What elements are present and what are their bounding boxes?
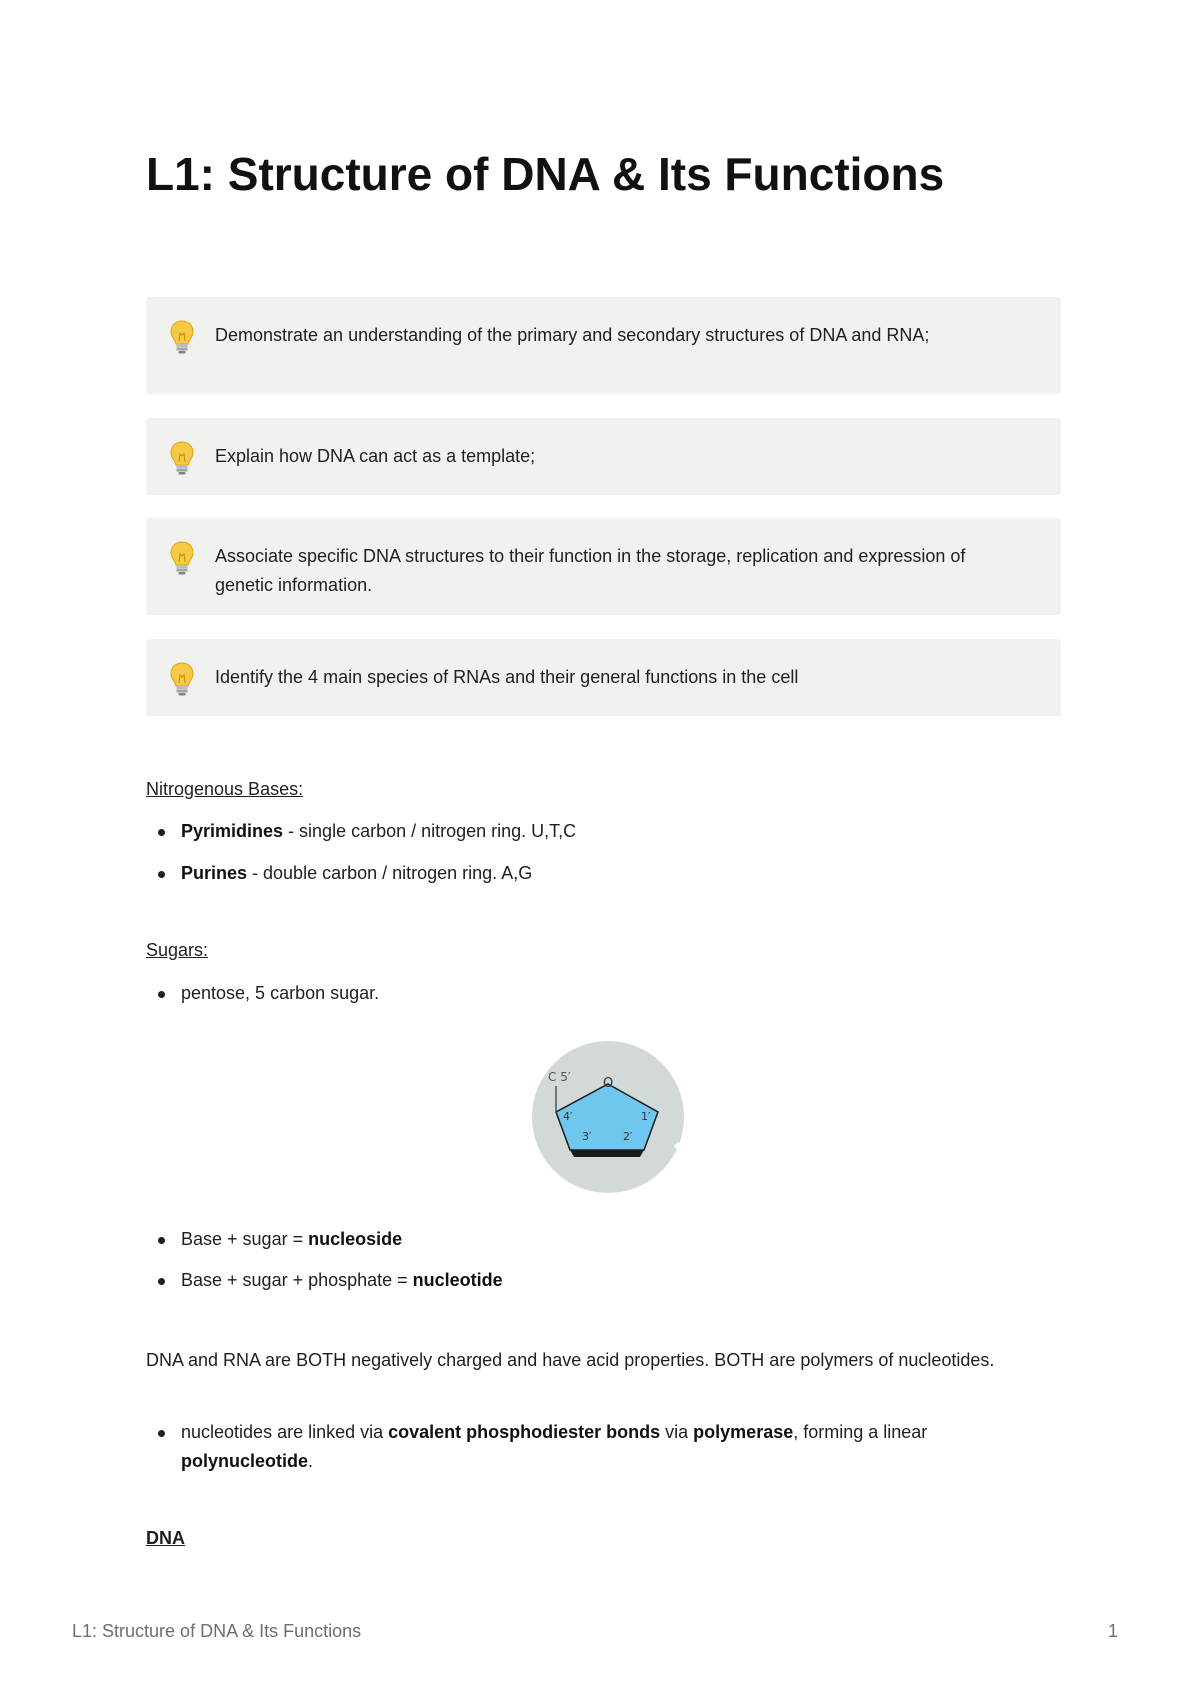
callout-objective-1 [146, 297, 1061, 394]
list-item [146, 1266, 1046, 1295]
callout-objective-3 [146, 518, 1061, 615]
bullet-dot [158, 1237, 165, 1244]
figure-crop-edge [684, 1056, 696, 1168]
sugars-heading: Sugars: [146, 940, 209, 960]
nitrogenous-bases-list [146, 817, 1046, 888]
lightbulb-icon [168, 540, 196, 576]
term-purines: Purines [181, 863, 248, 883]
label-c1: 1′ [641, 1110, 651, 1123]
lightbulb-icon [168, 661, 196, 697]
callout-text: Identify the 4 main species of RNAs and their general functions in the cell [215, 667, 799, 687]
bullet-dot [158, 871, 165, 878]
term-pyrimidines: Pyrimidines [181, 821, 284, 841]
definition-text: - single carbon / nitrogen ring. U,T,C [283, 821, 577, 841]
callout-text: Explain how DNA can act as a template; [215, 446, 536, 466]
label-c2: 2′ [623, 1130, 633, 1143]
list-item [146, 979, 1046, 1008]
list-item-text: . [308, 1451, 314, 1471]
pentose-sugar-diagram [526, 1040, 696, 1194]
list-item-text: via [660, 1422, 694, 1442]
polymer-list [146, 1418, 1006, 1476]
list-item-text: pentose, 5 carbon sugar. [181, 983, 380, 1003]
sugars-list [146, 979, 1046, 1008]
list-item [146, 859, 1046, 888]
callout-text: Demonstrate an understanding of the primary and secondary structures of DNA and RNA; [215, 325, 930, 345]
bullet-dot [158, 829, 165, 836]
list-item-text: Base + sugar = [181, 1229, 309, 1249]
callout-objective-2 [146, 418, 1061, 495]
label-oxygen: O [603, 1076, 614, 1091]
term-polynucleotide: polynucleotide [181, 1451, 309, 1471]
list-item [146, 817, 1046, 846]
list-item-text: , forming a linear [793, 1422, 928, 1442]
footer-page-number: 1 [1107, 1621, 1118, 1641]
bullet-dot [158, 991, 165, 998]
bullet-dot [158, 1278, 165, 1285]
definition-text: - double carbon / nitrogen ring. A,G [247, 863, 533, 883]
label-c3: 3′ [582, 1130, 592, 1143]
page-title: L1: Structure of DNA & Its Functions [146, 148, 945, 200]
list-item-text: Base + sugar + phosphate = [181, 1270, 413, 1290]
term-polymerase: polymerase [693, 1422, 794, 1442]
list-item [146, 1225, 1046, 1254]
label-c4: 4′ [563, 1110, 573, 1123]
term-nucleotide: nucleotide [412, 1270, 503, 1290]
callout-objective-4 [146, 639, 1061, 716]
pentose-ring-edge [570, 1150, 644, 1157]
list-item [146, 1418, 1006, 1476]
lightbulb-icon [168, 319, 196, 355]
nucleo-list [146, 1225, 1046, 1295]
lightbulb-icon [168, 440, 196, 476]
list-item-text: nucleotides are linked via [181, 1422, 389, 1442]
footer-document-title: L1: Structure of DNA & Its Functions [72, 1621, 362, 1641]
term-phosphodiester-bonds: covalent phosphodiester bonds [388, 1422, 661, 1442]
dna-heading: DNA [146, 1528, 185, 1548]
term-nucleoside: nucleoside [308, 1229, 403, 1249]
polymer-paragraph: DNA and RNA are BOTH negatively charged and have acid properties. BOTH are polymers of nucleotides. [146, 1350, 995, 1370]
nitrogenous-bases-heading: Nitrogenous Bases: [146, 779, 304, 799]
label-c5: C 5′ [548, 1070, 571, 1084]
callout-text: Associate specific DNA structures to their function in the storage, replication and expression of genetic information. [215, 546, 966, 595]
bullet-dot [158, 1430, 165, 1437]
